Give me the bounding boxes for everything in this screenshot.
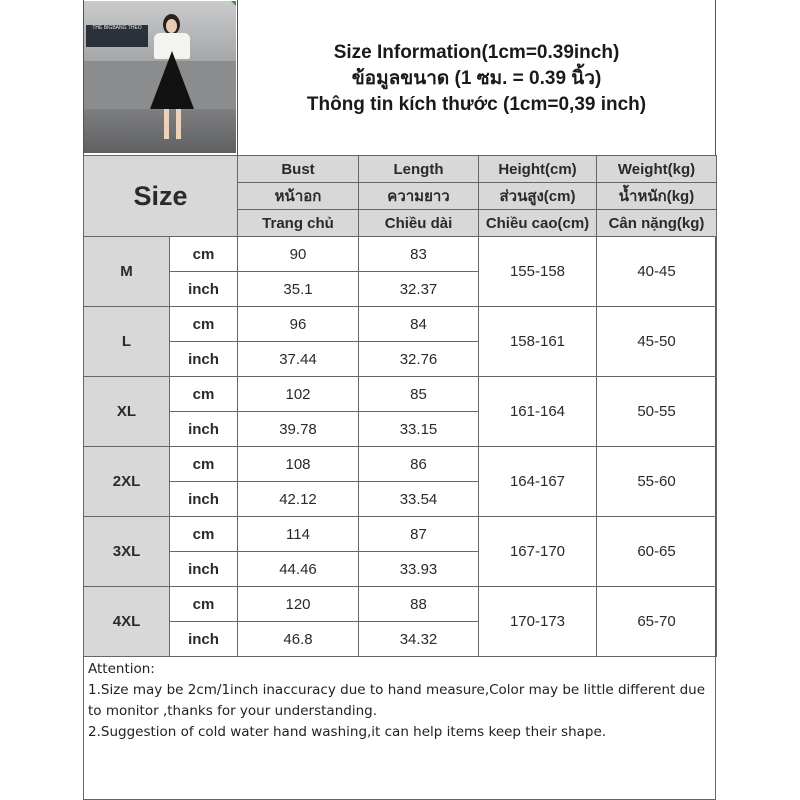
- unit-cm: cm: [170, 237, 238, 272]
- header-bust: Bust: [238, 156, 359, 183]
- header-length-th: ความยาว: [359, 183, 479, 210]
- header-length: Length: [359, 156, 479, 183]
- unit-inch: inch: [170, 482, 238, 517]
- bust-inch-cell: 46.8: [238, 622, 359, 657]
- bust-inch-cell: 37.44: [238, 342, 359, 377]
- table-row: [84, 517, 717, 552]
- table-row: [84, 587, 717, 622]
- unit-cm: cm: [170, 447, 238, 482]
- bust-inch-cell: 44.46: [238, 552, 359, 587]
- unit-inch: inch: [170, 622, 238, 657]
- weight-cell: 40-45: [597, 237, 717, 307]
- bust-cm-cell: 96: [238, 307, 359, 342]
- header-height: Height(cm): [479, 156, 597, 183]
- attention-notes: [83, 657, 716, 800]
- product-photo: [84, 1, 236, 153]
- height-cell: 170-173: [479, 587, 597, 657]
- table-row: [84, 307, 717, 342]
- size-label: 3XL: [84, 517, 170, 587]
- size-label: 4XL: [84, 587, 170, 657]
- unit-cm: cm: [170, 587, 238, 622]
- bust-cm-cell: 108: [238, 447, 359, 482]
- header-height-th: ส่วนสูง(cm): [479, 183, 597, 210]
- length-inch-cell: 33.93: [359, 552, 479, 587]
- unit-cm: cm: [170, 377, 238, 412]
- header-weight-vi: Cân nặng(kg): [597, 210, 717, 237]
- bust-cm-cell: 90: [238, 237, 359, 272]
- length-inch-cell: 33.15: [359, 412, 479, 447]
- corner-marker-icon: [231, 1, 236, 6]
- length-cm-cell: 83: [359, 237, 479, 272]
- table-row: [84, 377, 717, 412]
- height-cell: 155-158: [479, 237, 597, 307]
- length-cm-cell: 84: [359, 307, 479, 342]
- length-inch-cell: 32.37: [359, 272, 479, 307]
- size-label: XL: [84, 377, 170, 447]
- bust-inch-cell: 39.78: [238, 412, 359, 447]
- bust-cm-cell: 102: [238, 377, 359, 412]
- title-thai: ข้อมูลขนาด (1 ซม. = 0.39 นิ้ว): [351, 68, 602, 89]
- title-english: Size Information(1cm=0.39inch): [333, 42, 620, 63]
- photo-sign-text: THE BIGBANG THEO: [86, 25, 148, 47]
- table-row: [84, 447, 717, 482]
- unit-inch: inch: [170, 272, 238, 307]
- title-vietnamese: Thông tin kích thước (1cm=0,39 inch): [306, 94, 647, 115]
- size-header: Size: [84, 156, 238, 237]
- header-bust-th: หน้าอก: [238, 183, 359, 210]
- unit-inch: inch: [170, 552, 238, 587]
- header-weight: Weight(kg): [597, 156, 717, 183]
- header-height-vi: Chiều cao(cm): [479, 210, 597, 237]
- bust-cm-cell: 120: [238, 587, 359, 622]
- header-bust-vi: Trang chủ: [238, 210, 359, 237]
- height-cell: 167-170: [479, 517, 597, 587]
- height-cell: 164-167: [479, 447, 597, 517]
- table-row: [84, 237, 717, 272]
- length-inch-cell: 34.32: [359, 622, 479, 657]
- length-cm-cell: 87: [359, 517, 479, 552]
- size-label: 2XL: [84, 447, 170, 517]
- length-cm-cell: 88: [359, 587, 479, 622]
- header-row-english: [84, 156, 717, 183]
- weight-cell: 65-70: [597, 587, 717, 657]
- bust-inch-cell: 42.12: [238, 482, 359, 517]
- weight-cell: 50-55: [597, 377, 717, 447]
- height-cell: 158-161: [479, 307, 597, 377]
- notes-line-1: 1.Size may be 2cm/1inch inaccuracy due to hand measure,Color may be little different due to monitor ,thanks for your understanding.: [88, 682, 706, 719]
- weight-cell: 55-60: [597, 447, 717, 517]
- weight-cell: 45-50: [597, 307, 717, 377]
- size-info-title: [237, 0, 715, 155]
- unit-cm: cm: [170, 307, 238, 342]
- length-cm-cell: 85: [359, 377, 479, 412]
- notes-line-2: 2.Suggestion of cold water hand washing,it can help items keep their shape.: [88, 724, 607, 740]
- height-cell: 161-164: [479, 377, 597, 447]
- size-chart-table: [83, 155, 717, 657]
- unit-inch: inch: [170, 342, 238, 377]
- header-length-vi: Chiều dài: [359, 210, 479, 237]
- bust-inch-cell: 35.1: [238, 272, 359, 307]
- length-inch-cell: 32.76: [359, 342, 479, 377]
- header-weight-th: น้ำหนัก(kg): [597, 183, 717, 210]
- length-cm-cell: 86: [359, 447, 479, 482]
- weight-cell: 60-65: [597, 517, 717, 587]
- length-inch-cell: 33.54: [359, 482, 479, 517]
- notes-heading: Attention:: [88, 661, 155, 677]
- unit-inch: inch: [170, 412, 238, 447]
- size-label: M: [84, 237, 170, 307]
- bust-cm-cell: 114: [238, 517, 359, 552]
- size-label: L: [84, 307, 170, 377]
- unit-cm: cm: [170, 517, 238, 552]
